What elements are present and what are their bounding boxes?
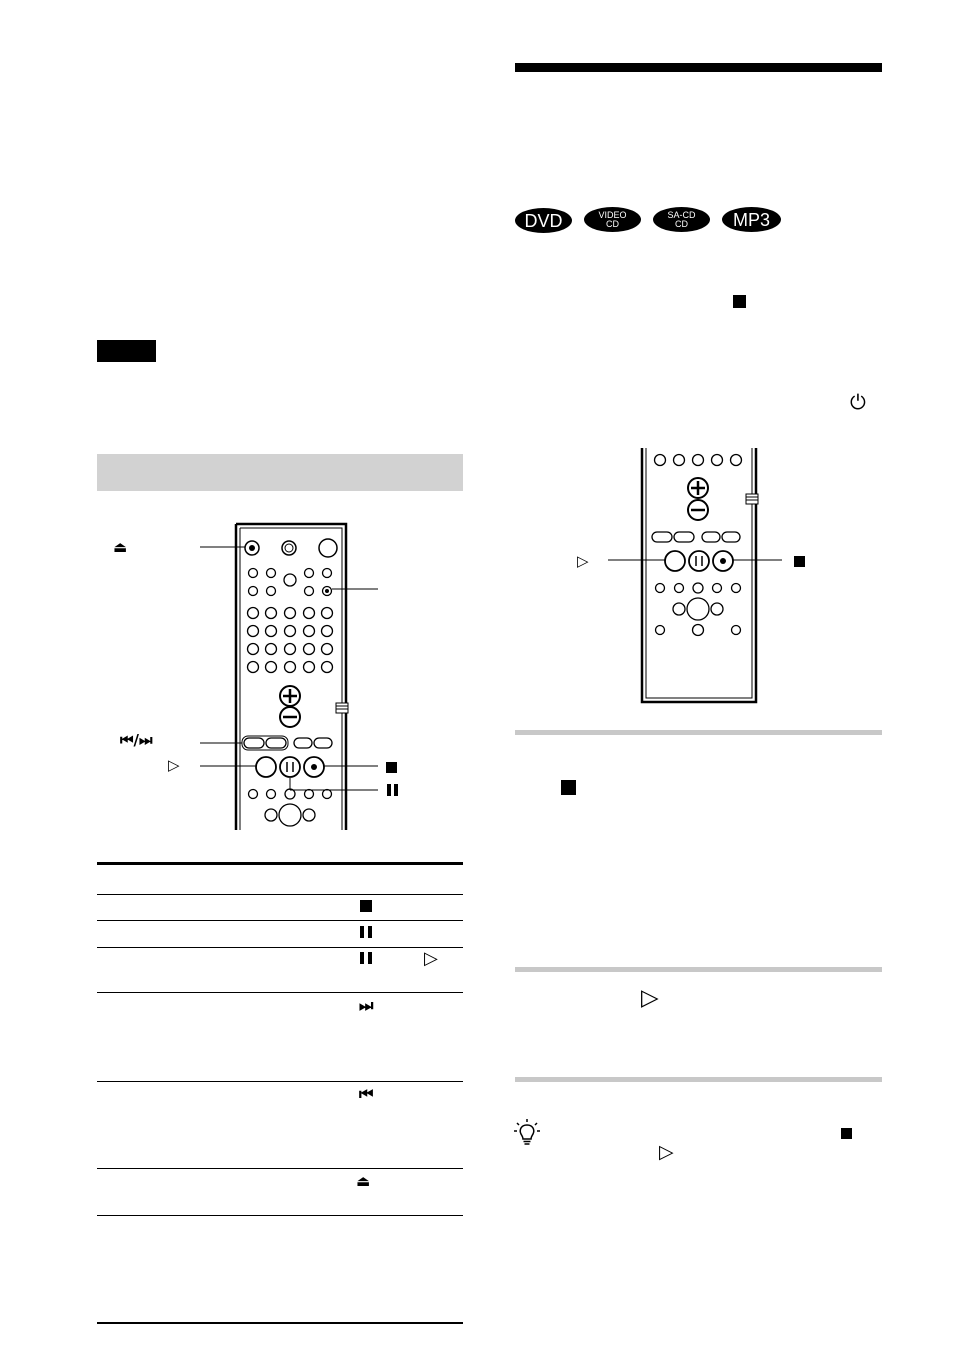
video-cd-badge-line1: VIDEO xyxy=(598,209,627,220)
table-play-icon: ▷ xyxy=(424,948,438,969)
play-icon: ▷ xyxy=(577,552,589,570)
stop-icon xyxy=(561,780,576,795)
table-row-rule xyxy=(97,992,463,993)
eject-icon: ⏏ xyxy=(113,538,128,556)
stop-icon xyxy=(733,295,746,308)
table-next-icon: ⏭ xyxy=(359,996,374,1015)
dvd-disc-icon xyxy=(515,208,572,233)
mp3-disc-icon xyxy=(722,207,781,232)
video-cd-badge-line2: CD xyxy=(606,218,619,229)
play-icon: ▷ xyxy=(659,1141,674,1163)
remote-control-illustration-left xyxy=(96,518,416,830)
chapter-heading-bar xyxy=(515,63,882,72)
notes-heading-box xyxy=(97,340,156,362)
power-icon: ⏻ xyxy=(850,390,866,414)
prev-next-icon: ⏮/⏭ xyxy=(120,731,153,749)
table-top-rule xyxy=(97,862,463,865)
stop-icon xyxy=(841,1128,852,1139)
sa-cd-badge-line1: SA-CD xyxy=(667,209,696,220)
table-row-rule xyxy=(97,1081,463,1082)
sa-cd-badge-line2: CD xyxy=(675,218,688,229)
dvd-badge-text: DVD xyxy=(524,210,563,231)
play-icon: ▷ xyxy=(641,985,659,1011)
table-row-rule xyxy=(97,1215,463,1216)
mp3-badge-text: MP3 xyxy=(732,209,770,230)
table-prev-icon: ⏮ xyxy=(359,1084,374,1103)
step-1-rule xyxy=(515,730,882,735)
pause-icon xyxy=(387,784,398,796)
video-cd-disc-icon xyxy=(584,207,641,232)
table-pause-icon xyxy=(360,926,372,938)
table-stop-icon xyxy=(360,900,372,912)
table-bottom-rule xyxy=(97,1322,463,1324)
table-header-rule xyxy=(97,894,463,895)
sa-cd-disc-icon xyxy=(653,207,710,232)
remote-control-illustration-right xyxy=(570,448,810,704)
play-icon: ▷ xyxy=(168,756,180,774)
step-3-rule xyxy=(515,1077,882,1082)
step-2-rule xyxy=(515,967,882,972)
table-row-rule xyxy=(97,947,463,948)
stop-icon xyxy=(794,556,805,567)
table-eject-icon: ⏏ xyxy=(356,1172,371,1190)
section-heading-bar xyxy=(97,454,463,491)
table-row-rule xyxy=(97,1168,463,1169)
stop-icon xyxy=(386,762,397,773)
tip-lightbulb-icon xyxy=(512,1118,542,1148)
table-pause-icon xyxy=(360,952,372,964)
table-row-rule xyxy=(97,920,463,921)
